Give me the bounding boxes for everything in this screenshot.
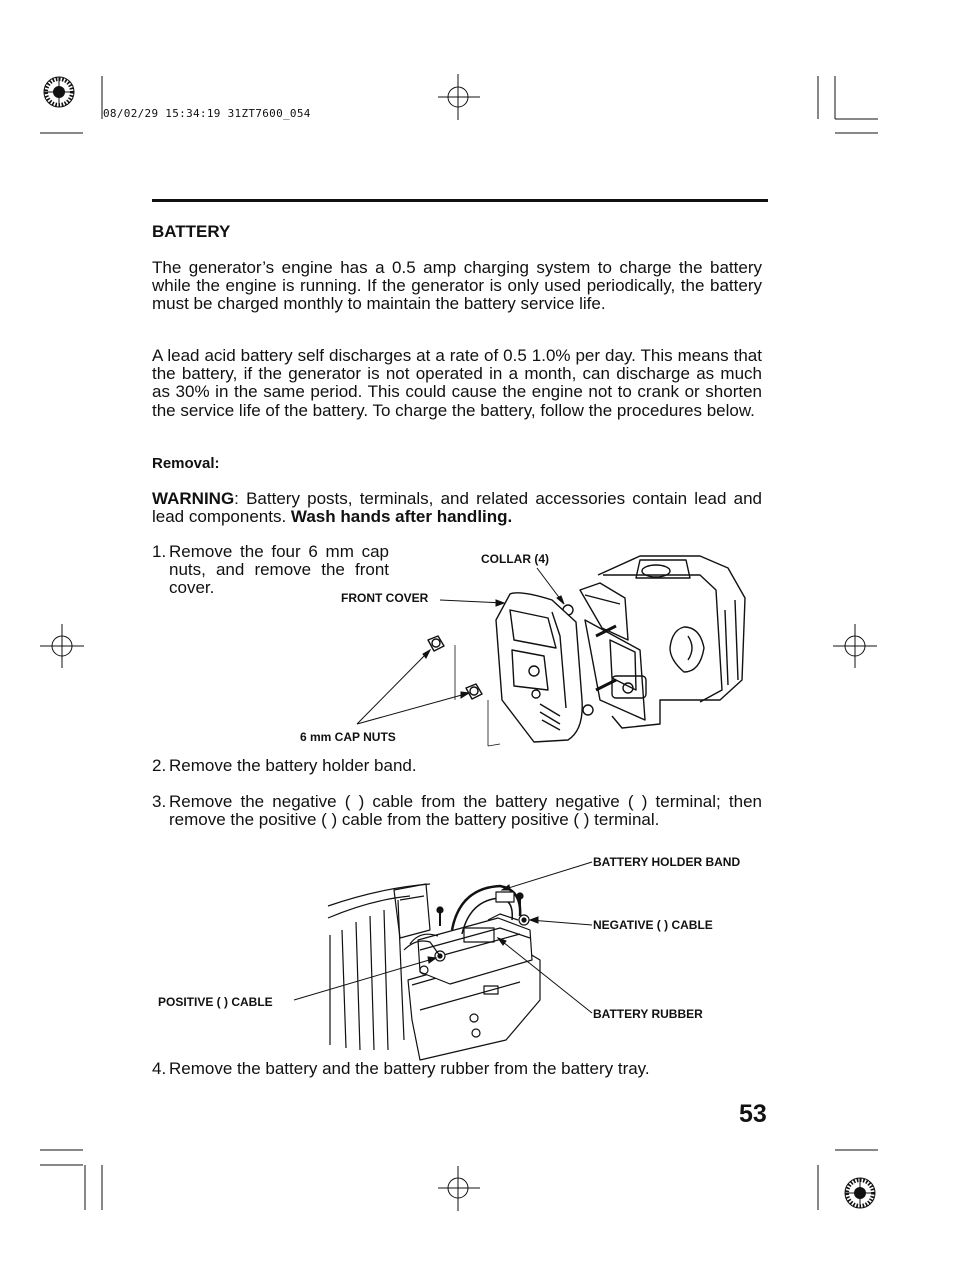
page-number: 53 bbox=[739, 1100, 767, 1128]
step-text: Remove the negative ( ) cable from the battery negative ( ) terminal; then remove the positive ( ) cable from the battery positive ( ) terminal. bbox=[169, 792, 762, 830]
label-positive-cable: POSITIVE ( ) CABLE bbox=[158, 995, 273, 1009]
print-timestamp: 08/02/29 15:34:19 31ZT7600_054 bbox=[103, 107, 311, 120]
paragraph-charging: The generator’s engine has a 0.5 amp charging system to charge the battery while the engine is running. If the generator is only used periodically, the battery must be charged monthly to maintain the battery service life. bbox=[152, 258, 762, 314]
warning-label: WARNING bbox=[152, 489, 235, 508]
warning-text: : Battery posts, terminals, and related accessories contain lead and lead components. bbox=[152, 489, 762, 527]
section-title: BATTERY bbox=[152, 222, 231, 241]
step-text: Remove the battery holder band. bbox=[169, 756, 417, 775]
step-4 bbox=[152, 1060, 762, 1080]
label-front-cover: FRONT COVER bbox=[341, 591, 429, 605]
step-number: 3. bbox=[152, 792, 167, 811]
label-battery-rubber: BATTERY RUBBER bbox=[593, 1007, 703, 1021]
label-battery-holder-band: BATTERY HOLDER BAND bbox=[593, 855, 741, 869]
step-number: 2. bbox=[152, 756, 167, 775]
removal-heading: Removal: bbox=[152, 455, 220, 472]
label-cap-nuts: 6 mm CAP NUTS bbox=[300, 730, 396, 744]
label-negative-cable: NEGATIVE ( ) CABLE bbox=[593, 918, 713, 932]
label-collar: COLLAR (4) bbox=[481, 552, 549, 566]
step-number: 4. bbox=[152, 1059, 167, 1078]
step-text: Remove the four 6 mm cap nuts, and remove the front cover. bbox=[169, 542, 389, 598]
step-text: Remove the battery and the battery rubber from the battery tray. bbox=[169, 1059, 650, 1078]
paragraph-self-discharge: A lead acid battery self discharges at a rate of 0.5 1.0% per day. This means that the battery, if the generator is not operated in a month, can discharge as much as 30% in the same period. This could cause the engine not to crank or shorten the service life of the battery. To charge the battery, follow the procedures below. bbox=[152, 346, 762, 420]
warning-emphasis: Wash hands after handling. bbox=[290, 507, 513, 527]
step-number: 1. bbox=[152, 542, 167, 561]
